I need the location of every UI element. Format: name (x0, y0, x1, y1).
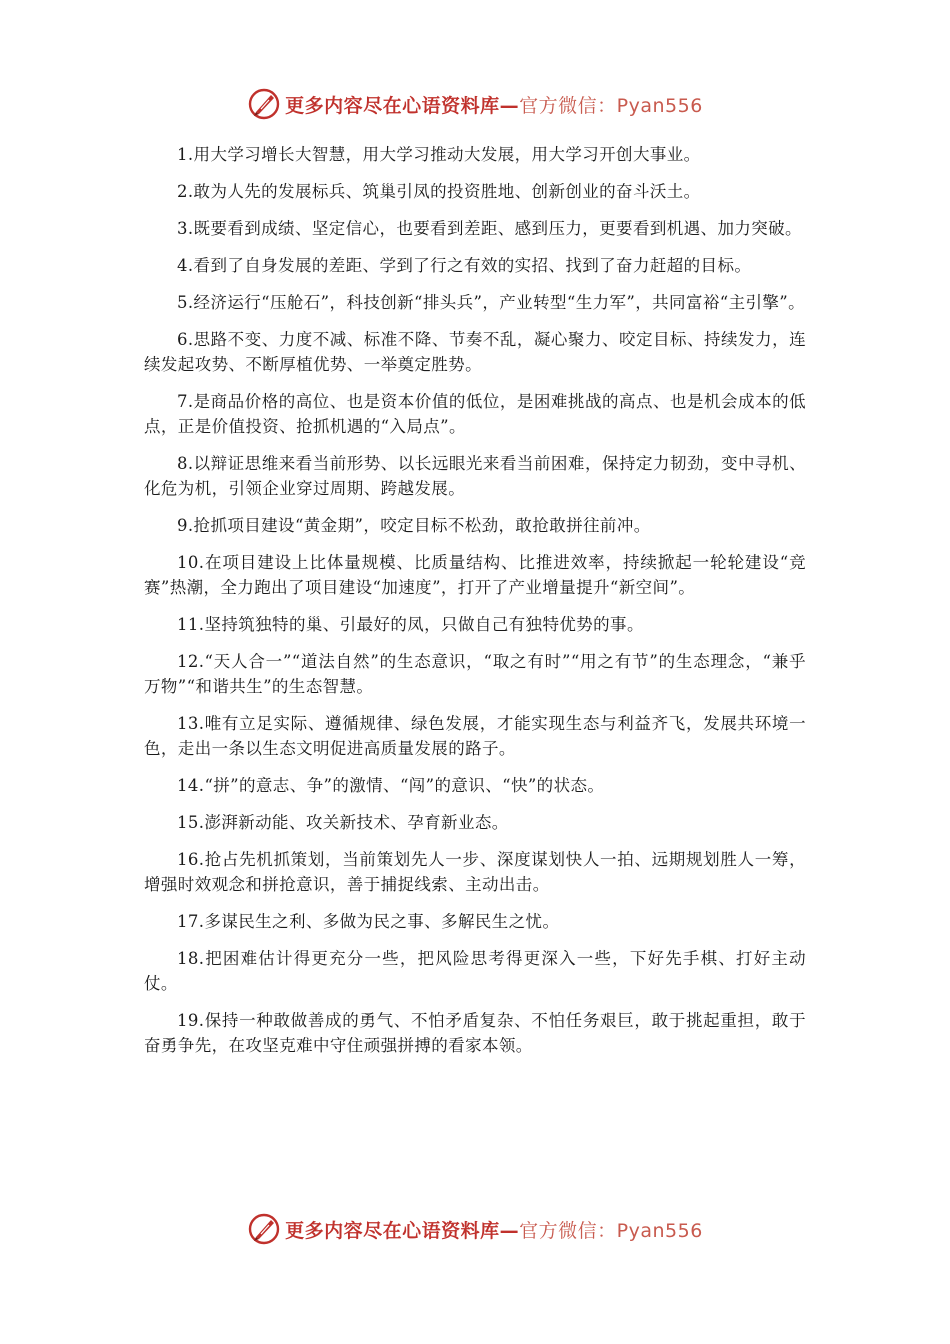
footer-banner (0, 1209, 950, 1249)
list-item: 8.以辩证思维来看当前形势、以长远眼光来看当前困难，保持定力韧劲，变中寻机、化危为机，引领企业穿过周期、跨越发展。 (144, 454, 806, 498)
list-item: 11.坚持筑独特的巢、引最好的凤，只做自己有独特优势的事。 (177, 615, 644, 634)
banner-text (285, 1216, 703, 1243)
list-item: 14.“拼”的意志、争”的激情、“闯”的意识、“快”的状态。 (177, 776, 605, 795)
list-item: 18.把困难估计得更充分一些，把风险思考得更深入一些，下好先手棋、打好主动仗。 (144, 949, 806, 993)
banner-dash: — (499, 1219, 520, 1242)
banner-wechat: 官方微信：Pyan556 (519, 94, 703, 117)
quill-logo-icon (247, 87, 281, 121)
quill-logo-icon (247, 1212, 281, 1246)
list-item: 15.澎湃新动能、攻关新技术、孕育新业态。 (177, 813, 509, 832)
list-item: 16.抢占先机抓策划，当前策划先人一步、深度谋划快人一拍、远期规划胜人一筹，增强时效观念和拼抢意识，善于捕捉线索、主动出击。 (144, 850, 806, 894)
list-item: 7.是商品价格的高位、也是资本价值的低位，是困难挑战的高点、也是机会成本的低点，正是价值投资、抢抓机遇的“入局点”。 (144, 392, 806, 436)
document-body (144, 142, 806, 1070)
list-item: 13.唯有立足实际、遵循规律、绿色发展，才能实现生态与利益齐飞，发展共环境一色，走出一条以生态文明促进高质量发展的路子。 (144, 714, 806, 758)
list-item: 19.保持一种敢做善成的勇气、不怕矛盾复杂、不怕任务艰巨，敢于挑起重担，敢于奋勇争先，在攻坚克难中守住顽强拼搏的看家本领。 (144, 1011, 806, 1055)
list-item: 2.敢为人先的发展标兵、筑巢引凤的投资胜地、创新创业的奋斗沃土。 (177, 182, 701, 201)
header-banner (0, 84, 950, 124)
banner-wechat: 官方微信：Pyan556 (519, 1219, 703, 1242)
list-item: 3.既要看到成绩、坚定信心，也要看到差距、感到压力，更要看到机遇、加力突破。 (177, 219, 802, 238)
banner-text (285, 91, 703, 118)
banner-title: 更多内容尽在心语资料库 (285, 94, 500, 117)
list-item: 6.思路不变、力度不减、标准不降、节奏不乱，凝心聚力、咬定目标、持续发力，连续发起攻势、不断厚植优势、一举奠定胜势。 (144, 330, 806, 374)
list-item: 4.看到了自身发展的差距、学到了行之有效的实招、找到了奋力赶超的目标。 (177, 256, 752, 275)
banner-title: 更多内容尽在心语资料库 (285, 1219, 500, 1242)
banner-dash: — (499, 94, 520, 117)
list-item: 10.在项目建设上比体量规模、比质量结构、比推进效率，持续掀起一轮轮建设“竞赛”热潮，全力跑出了项目建设“加速度”，打开了产业增量提升“新空间”。 (144, 553, 806, 597)
list-item: 12.“天人合一”“道法自然”的生态意识，“取之有时”“用之有节”的生态理念，“兼乎万物”“和谐共生”的生态智慧。 (144, 652, 806, 696)
list-item: 1.用大学习增长大智慧，用大学习推动大发展，用大学习开创大事业。 (177, 145, 701, 164)
list-item: 17.多谋民生之利、多做为民之事、多解民生之忧。 (177, 912, 560, 931)
list-item: 5.经济运行“压舱石”，科技创新“排头兵”，产业转型“生力军”，共同富裕“主引擎”。 (177, 293, 806, 312)
list-item: 9.抢抓项目建设“黄金期”，咬定目标不松劲，敢抢敢拼往前冲。 (177, 516, 651, 535)
